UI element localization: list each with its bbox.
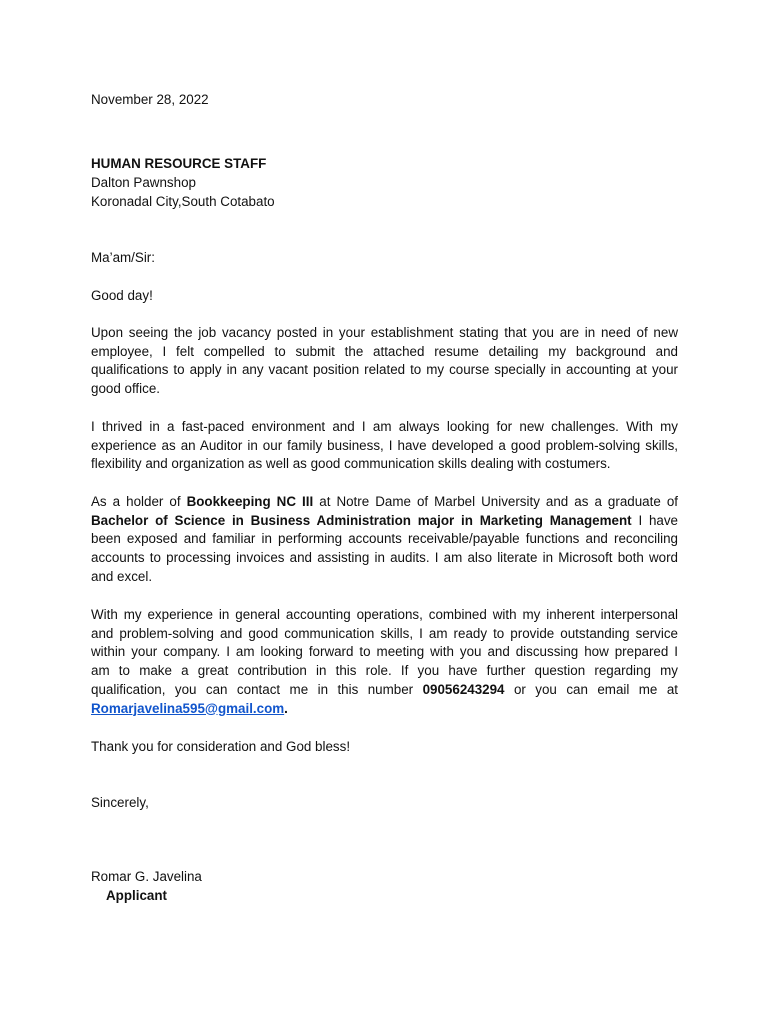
- p3-text: at Notre Dame of Marbel University and as a graduate of: [313, 494, 678, 509]
- certification: Bookkeeping NC III: [186, 494, 314, 509]
- email-link[interactable]: Romarjavelina595@gmail.com: [91, 700, 285, 716]
- thanks-line: Thank you for consideration and God bless!: [91, 739, 351, 754]
- signature-role: Applicant: [106, 888, 168, 903]
- p1-line: Upon seeing the job vacancy posted in your establishment stating that you are in need of new: [91, 325, 678, 340]
- phone-number: 09056243294: [422, 681, 505, 697]
- degree: Bachelor of Science in Business Administration major in Marketing Management: [91, 512, 632, 528]
- p1-line: qualifications to apply in any vacant position related to my course specially in accounting at your: [91, 362, 678, 378]
- signature-name: Romar G. Javelina: [91, 869, 202, 884]
- p3-line: been exposed and familiar in performing accounts receivable/payable functions and reconciling: [91, 531, 678, 547]
- p4-line: With my experience in general accounting operations, combined with my inherent interpersonal: [91, 607, 678, 622]
- greeting: Good day!: [91, 288, 153, 303]
- letter-date: November 28, 2022: [91, 92, 209, 107]
- paragraph-4: [91, 606, 678, 718]
- closing: Sincerely,: [91, 795, 149, 810]
- p3-line: [91, 493, 678, 512]
- recipient-title: HUMAN RESOURCE STAFF: [91, 156, 267, 171]
- p3-line: [91, 512, 678, 531]
- p4-line: within your company. I am looking forward to meeting with you and discussing how prepared I: [91, 644, 678, 660]
- salutation: Ma’am/Sir:: [91, 250, 155, 265]
- paragraph-1: [91, 324, 678, 399]
- p2-line: flexibility and organization as well as good communication skills dealing with costumers.: [91, 456, 611, 472]
- p2-line: I thrived in a fast-paced environment and I am always looking for new challenges. With my: [91, 419, 678, 434]
- p3-text: I have: [631, 512, 678, 528]
- p1-line: good office.: [91, 381, 160, 397]
- p4-text: or you can email me at: [504, 681, 678, 697]
- p4-line: and problem-solving and good communication skills, I am ready to provide outstanding service: [91, 625, 678, 641]
- p3-text: As a holder of: [91, 494, 187, 509]
- p4-period: .: [284, 700, 288, 716]
- recipient-address: Koronadal City,South Cotabato: [91, 194, 275, 209]
- p4-text: qualification, you can contact me in this number: [91, 681, 423, 697]
- p4-line: [91, 681, 678, 700]
- p2-line: experience as an Auditor in our family business, I have developed a good problem-solving skills,: [91, 437, 678, 453]
- paragraph-2: [91, 418, 678, 474]
- paragraph-3: [91, 493, 678, 587]
- p4-line: am to make a great contribution in this role. If you have further question regarding my: [91, 663, 678, 679]
- recipient-company: Dalton Pawnshop: [91, 175, 196, 190]
- p1-line: employee, I felt compelled to submit the attached resume detailing my background and: [91, 343, 678, 359]
- p3-line: accounts to processing invoices and assisting in audits. I am also literate in Microsoft both word: [91, 550, 678, 566]
- p4-line: [91, 700, 678, 719]
- p3-line: and excel.: [91, 568, 153, 584]
